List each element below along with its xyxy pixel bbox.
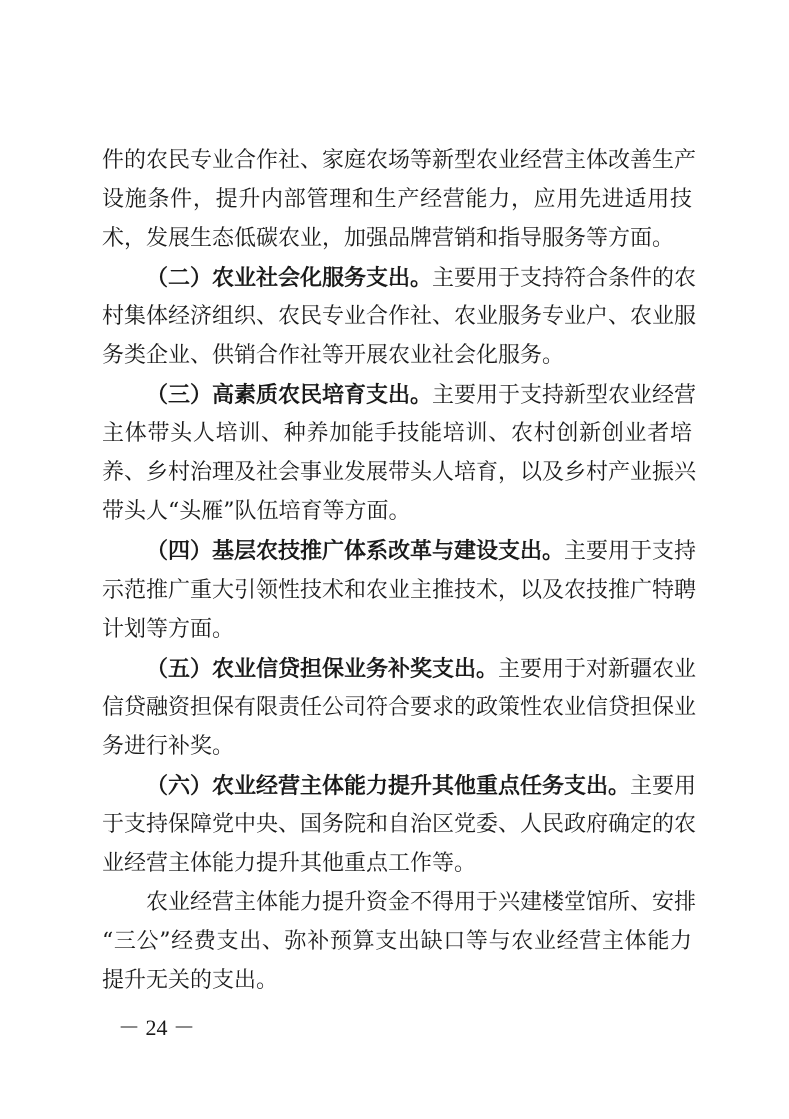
paragraph-line: 术，发展生态低碳农业，加强品牌营销和指导服务等方面。 <box>102 226 675 251</box>
paragraph-line: 于支持保障党中央、国务院和自治区党委、人民政府确定的农 <box>102 812 697 837</box>
section-2-first-line <box>146 263 697 294</box>
section-5-heading: （五）农业信贷担保业务补奖支出。 <box>146 656 499 682</box>
section-6-first-line <box>146 771 697 802</box>
section-4-first-line <box>146 536 697 567</box>
closing-first-line: 农业经营主体能力提升资金不得用于兴建楼堂馆所、安排 <box>146 890 697 915</box>
section-3-first-line <box>146 380 697 411</box>
section-6-heading: （六）农业经营主体能力提升其他重点任务支出。 <box>146 773 631 799</box>
section-3-heading: （三）高素质农民培育支出。 <box>146 382 433 408</box>
paragraph-line: 计划等方面。 <box>102 617 235 642</box>
paragraph-line: 务类企业、供销合作社等开展农业社会化服务。 <box>102 343 565 368</box>
page-number: － 24 － <box>118 1015 196 1040</box>
section-2-text: 主要用于支持符合条件的农 <box>432 266 697 291</box>
paragraph-line: 提升无关的支出。 <box>102 968 279 993</box>
section-6-text: 主要用 <box>630 774 697 799</box>
paragraph-line: 务进行补奖。 <box>102 734 235 759</box>
section-4-text: 主要用于支持 <box>564 539 697 564</box>
paragraph-line: 示范推广重大引领性技术和农业主推技术，以及农技推广特聘 <box>102 578 697 603</box>
paragraph-line: 设施条件，提升内部管理和生产经营能力，应用先进适用技 <box>102 187 692 212</box>
paragraph-line: 村集体经济组织、农民专业合作社、农业服务专业户、农业服 <box>102 304 697 329</box>
paragraph-line: 带头人“头雁”队伍培育等方面。 <box>102 499 411 524</box>
paragraph-line: 业经营主体能力提升其他重点工作等。 <box>102 851 477 876</box>
paragraph-line: 件的农民专业合作社、家庭农场等新型农业经营主体改善生产 <box>102 148 697 173</box>
section-4-heading: （四）基层农技推广体系改革与建设支出。 <box>146 538 565 564</box>
section-5-first-line <box>146 654 697 685</box>
section-5-text: 主要用于对新疆农业 <box>498 657 697 682</box>
section-2-heading: （二）农业社会化服务支出。 <box>146 265 433 291</box>
paragraph-line: 养、乡村治理及社会事业发展带头人培育，以及乡村产业振兴 <box>102 460 697 485</box>
paragraph-line: 主体带头人培训、种养加能手技能培训、农村创新创业者培 <box>102 421 692 446</box>
paragraph-line: 信贷融资担保有限责任公司符合要求的政策性农业信贷担保业 <box>102 695 697 720</box>
paragraph-line: “三公”经费支出、弥补预算支出缺口等与农业经营主体能力 <box>102 929 692 954</box>
section-3-text: 主要用于支持新型农业经营 <box>432 383 697 408</box>
